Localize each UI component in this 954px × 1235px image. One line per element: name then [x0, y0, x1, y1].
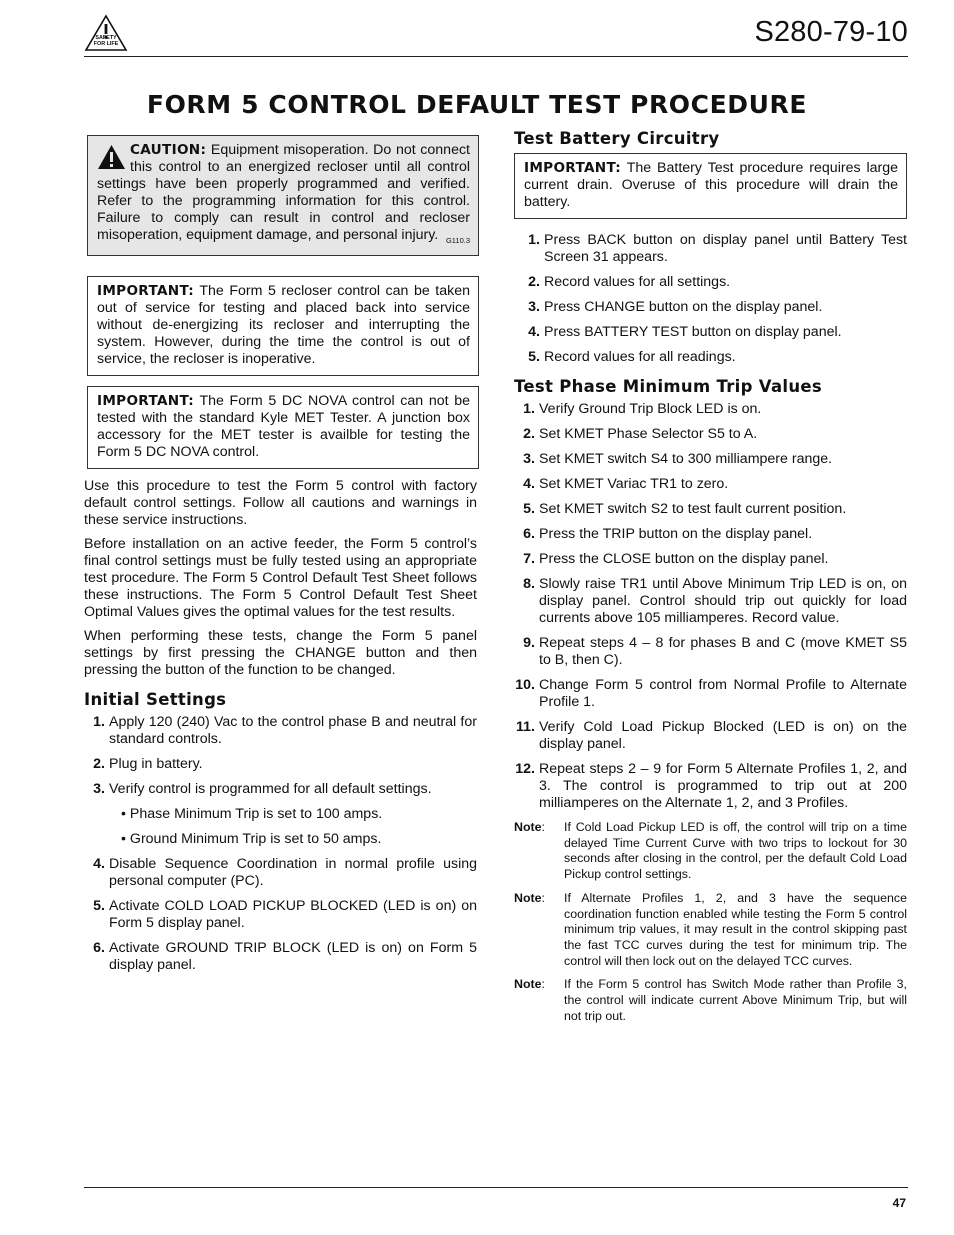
note-text: If Cold Load Pickup LED is off, the control will trip on a time delayed Time Current Curve with two trips to lockout for 30 seconds after closing in the control, per the default Cold Load Pickup control settings. [564, 820, 907, 882]
battery-heading: Test Battery Circuitry [514, 129, 720, 148]
list-item: 5. Set KMET switch S2 to test fault current position. [523, 501, 847, 517]
note: Note: If Cold Load Pickup LED is off, the control will trip on a time delayed Time Current Curve with two trips to lockout for 30 seconds after closing in the control, per the default Cold Load Pickup control settings. [514, 820, 907, 882]
bullet-item: • Phase Minimum Trip is set to 100 amps. [121, 806, 383, 822]
notes-section [514, 820, 907, 1024]
intro-paragraph: When performing these tests, change the Form 5 panel settings by first pressing the CHANGE button and then pressing the button of the function to be changed. [84, 628, 477, 678]
note-label: Note [514, 820, 542, 834]
list-item: 2. Record values for all settings. [528, 274, 731, 290]
header-rule [84, 56, 908, 57]
list-item: 4. Press BATTERY TEST button on display panel. [528, 324, 842, 340]
battery-important-box [514, 153, 907, 219]
bullet-item: • Ground Minimum Trip is set to 50 amps. [121, 831, 382, 847]
list-item: 3. Press CHANGE button on the display panel. [528, 299, 823, 315]
list-item: 5. Record values for all readings. [528, 349, 736, 365]
battery-steps-list [519, 232, 907, 366]
page-title: FORM 5 CONTROL DEFAULT TEST PROCEDURE [146, 90, 808, 119]
note-text: If the Form 5 control has Switch Mode rather than Profile 3, the control will indicate current Above Minimum Trip, but will not trip out. [564, 977, 907, 1023]
list-item: 6. Press the TRIP button on the display panel. [523, 526, 813, 542]
caution-label: CAUTION: [130, 142, 207, 158]
initial-settings-list [84, 714, 477, 798]
left-column [84, 135, 477, 982]
phase-min-steps-list [514, 401, 907, 812]
important-text: The Form 5 DC NOVA control can not be tested with the standard Kyle MET Tester. A junction box accessory for the MET tester is availble for testing the Form 5 DC NOVA control. [97, 393, 470, 460]
list-item: 8. Slowly raise TR1 until Above Minimum Trip LED is on, on display panel. Control should trip out quickly for load currents above 105 milliamperes. Record value. [523, 576, 907, 626]
important-text: The Battery Test procedure requires large current drain. Overuse of this procedure will drain the battery. [524, 160, 898, 210]
note-text: If Alternate Profiles 1, 2, and 3 have the sequence coordination function enabled while testing the Form 5 control minimum trip values, it may result in the control skipping past the fast TCC curves during the test for minimum trip. The control will then lock out on the delayed TCC curves. [564, 890, 907, 968]
right-column [514, 130, 907, 1032]
safety-for-life-logo [84, 14, 128, 52]
list-item: 2. Set KMET Phase Selector S5 to A. [523, 426, 758, 442]
list-item: 4. Disable Sequence Coordination in normal profile using personal computer (PC). [93, 856, 477, 889]
note-label: Note [514, 890, 542, 905]
intro-section [84, 478, 477, 679]
initial-settings-heading: Initial Settings [84, 690, 227, 709]
list-item: 2. Plug in battery. [93, 756, 203, 772]
list-item: 12. Repeat steps 2 – 9 for Form 5 Alternate Profiles 1, 2, and 3. The control is programmed to trip out at 200 milliamperes on the Alternate 1, 2, and 3 Profiles. [515, 761, 907, 811]
document-number: S280-79-10 [754, 16, 908, 48]
caution-text: Equipment misoperation. Do not connect this control to an energized recloser until all control settings have been properly programmed and verified. Refer to the programming information for this control. Failure to comply can result in control and recloser misoperation, equipment damage, and personal injury. [97, 142, 470, 243]
list-item: 10. Change Form 5 control from Normal Profile to Alternate Profile 1. [515, 677, 907, 710]
intro-paragraph: Use this procedure to test the Form 5 control with factory default control settings. Follow all cautions and warnings in these service instructions. [84, 478, 477, 528]
note: Note: If Alternate Profiles 1, 2, and 3 have the sequence coordination function enabled while testing the Form 5 control minimum trip values, it may result in the control skipping past the fast TCC curves during the test for minimum trip. The control will then lock out on the delayed TCC curves. [514, 890, 907, 968]
note: Note: If the Form 5 control has Switch Mode rather than Profile 3, the control will indicate current Above Minimum Trip, but will not trip out. [514, 977, 907, 1023]
list-item: 7. Press the CLOSE button on the display panel. [523, 551, 829, 567]
list-item: 4. Set KMET Variac TR1 to zero. [523, 476, 729, 492]
important-label: IMPORTANT: [524, 160, 622, 176]
list-item: 3. Set KMET switch S4 to 300 milliampere range. [523, 451, 833, 467]
important-box-1 [87, 276, 479, 376]
phase-min-heading: Test Phase Minimum Trip Values [514, 377, 822, 396]
intro-paragraph: Before installation on an active feeder, the Form 5 control’s final control settings must be fully tested using an appropriate test procedure. The Form 5 Control Default Test Sheet follows these instructions. The Form 5 Control Default Test Sheet Optimal Values gives the optimal values for the test results. [84, 536, 477, 620]
important-text: The Form 5 recloser control can be taken out of service for testing and placed back into service without de-energizing its recloser and interrupting the system. However, during the time the control is out of service, the recloser is inoperative. [97, 283, 471, 367]
caution-code: G110.3 [445, 236, 470, 245]
footer-rule [84, 1187, 908, 1188]
list-item: 5. Activate COLD LOAD PICKUP BLOCKED (LED is on) on Form 5 display panel. [93, 898, 477, 931]
note-label: Note [514, 977, 542, 992]
caution-box [87, 135, 479, 256]
important-label: IMPORTANT: [97, 393, 195, 409]
list-item: 11. Verify Cold Load Pickup Blocked (LED is on) on the display panel. [516, 719, 907, 752]
logo-text-line2: FOR LIFE [93, 41, 119, 47]
important-box-2 [87, 386, 479, 469]
list-item: 3. Verify control is programmed for all default settings. [93, 781, 432, 797]
logo-text-line1: SAFETY [95, 35, 117, 41]
page-number: 47 [892, 1196, 906, 1210]
initial-settings-list-continued [84, 856, 477, 974]
important-label: IMPORTANT: [97, 283, 195, 299]
list-item: 1. Verify Ground Trip Block LED is on. [523, 401, 762, 417]
list-item: 1. Apply 120 (240) Vac to the control phase B and neutral for standard controls. [93, 714, 477, 747]
warning-icon [97, 144, 126, 170]
list-item: 9. Repeat steps 4 – 8 for phases B and C (move KMET S5 to B, then C). [523, 635, 907, 668]
list-item: 1. Press BACK button on display panel until Battery Test Screen 31 appears. [528, 232, 907, 265]
list-item: 6. Activate GROUND TRIP BLOCK (LED is on) on Form 5 display panel. [93, 940, 477, 973]
